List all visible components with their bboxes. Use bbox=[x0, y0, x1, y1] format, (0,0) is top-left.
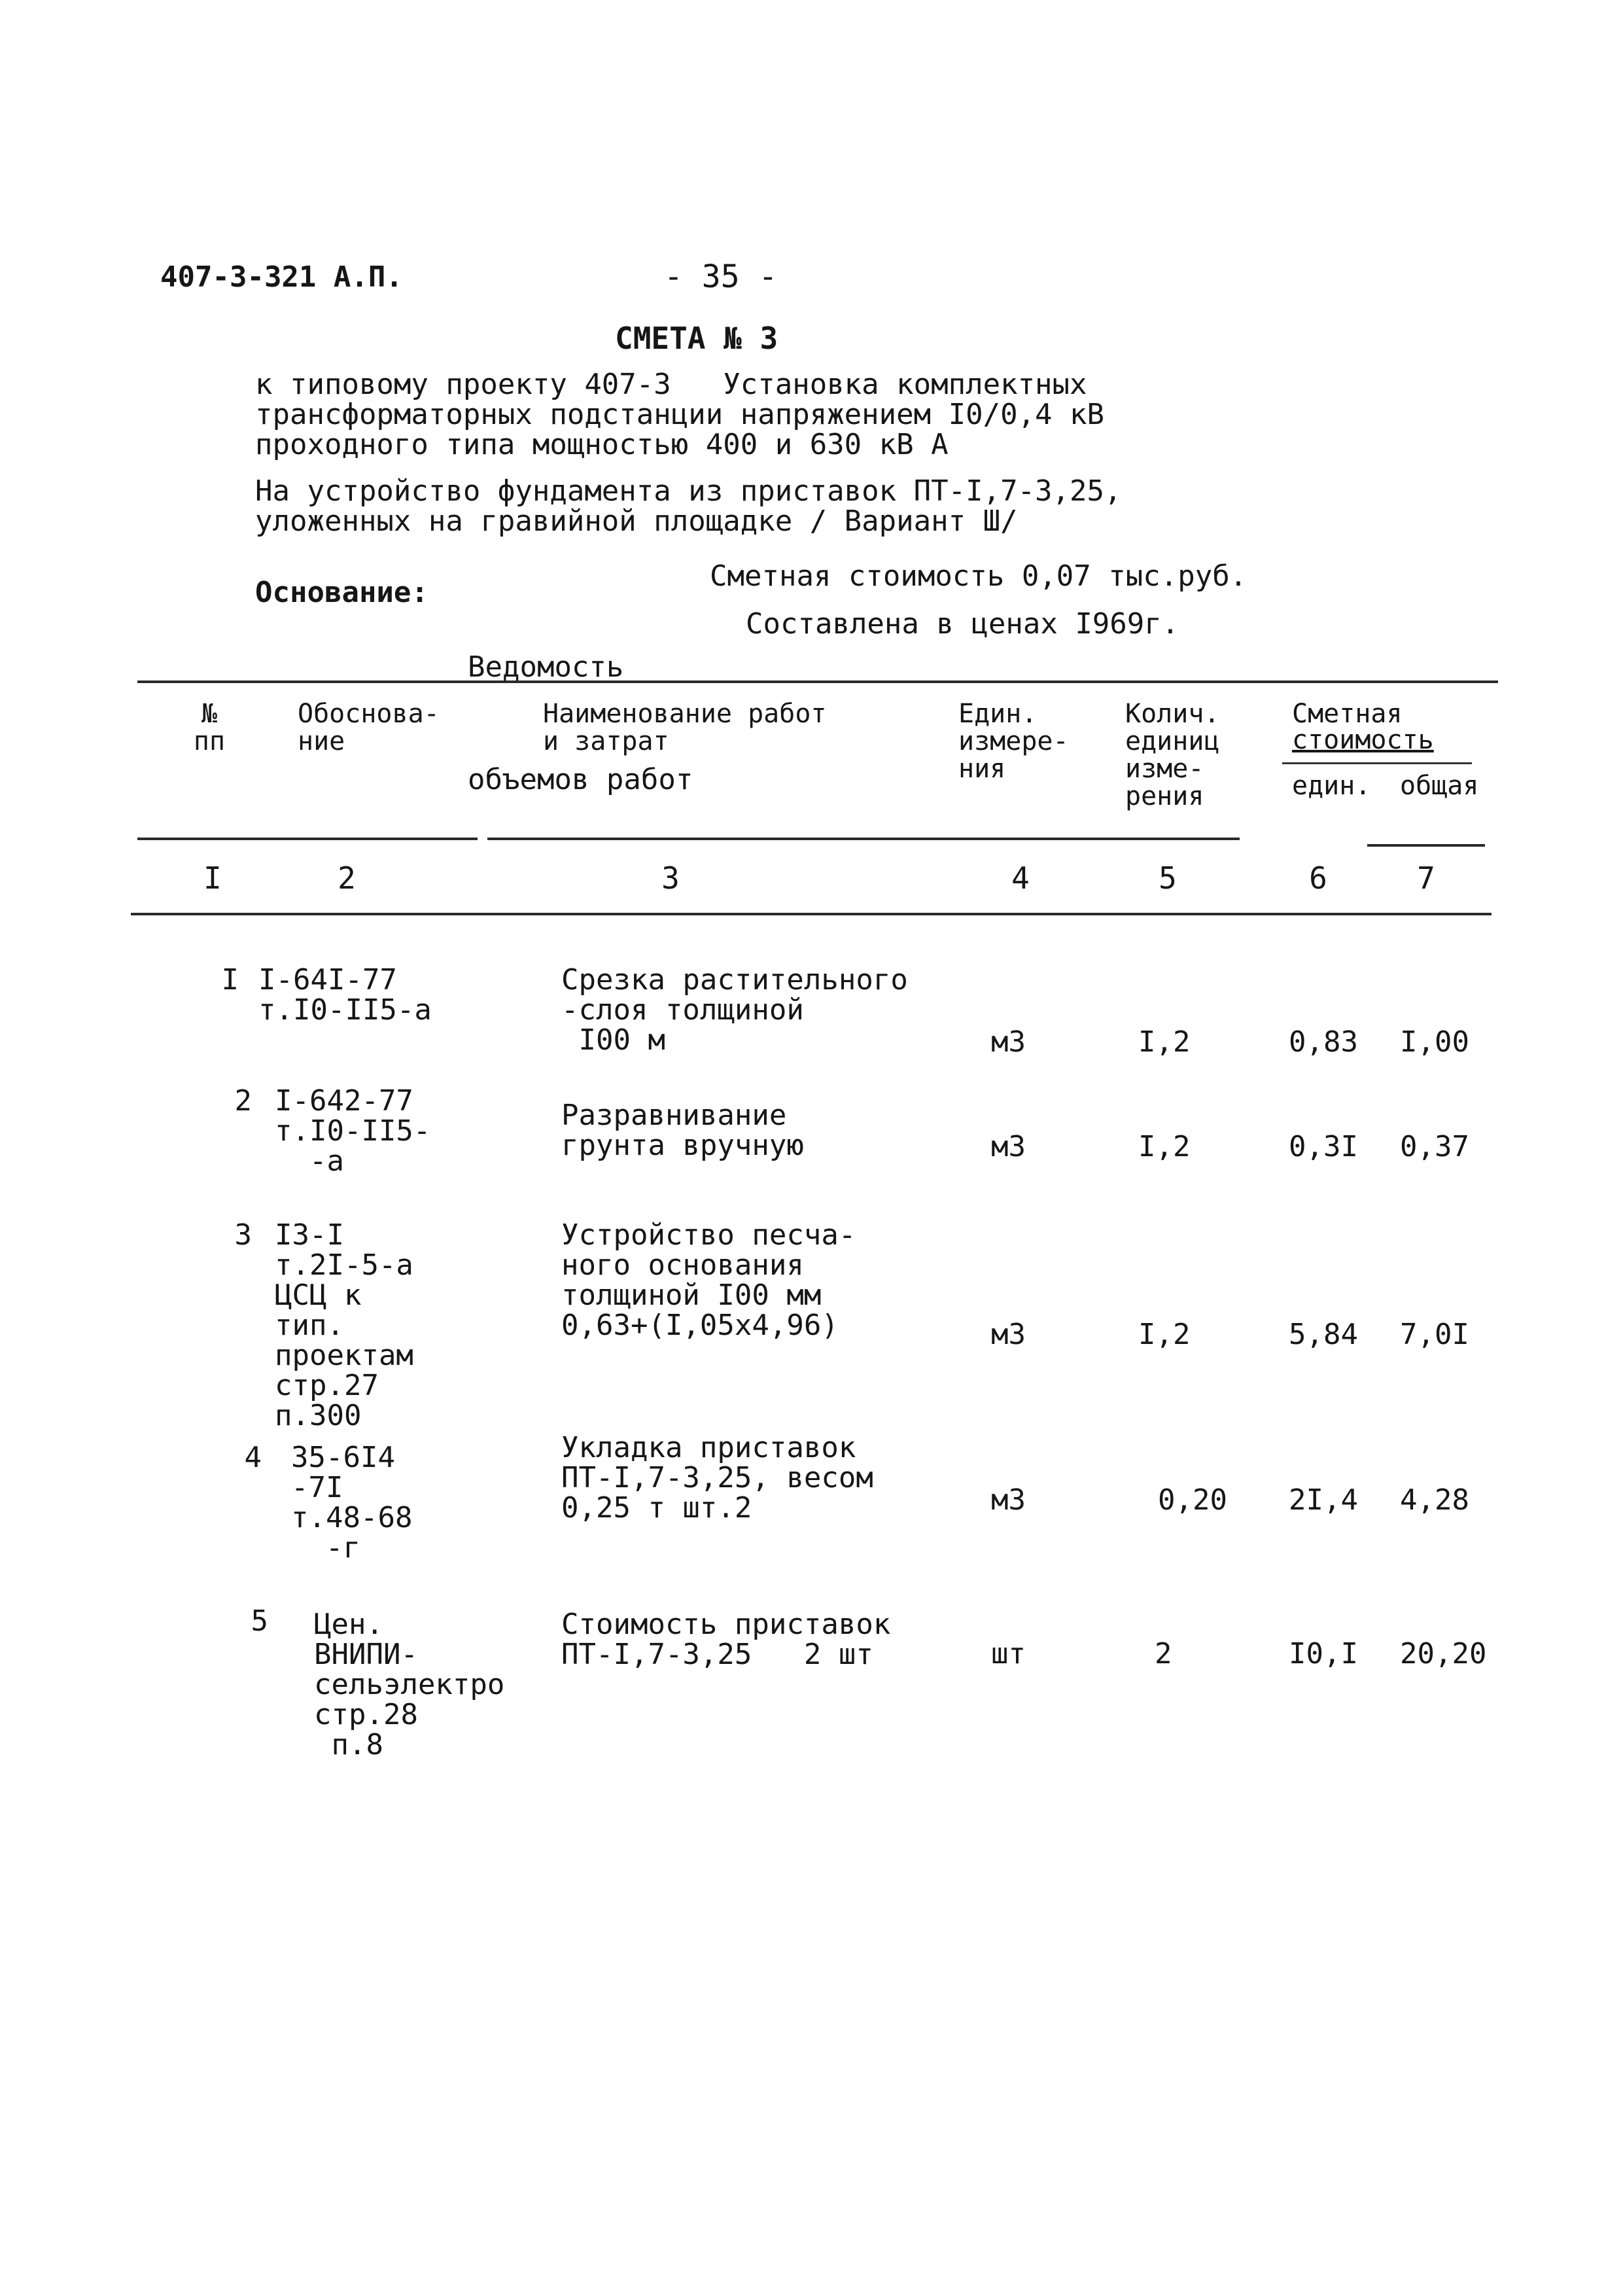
row-basis: 35-6I4 -7I т.48-68 -г bbox=[291, 1441, 413, 1564]
price-basis: Составлена в ценах I969г. bbox=[746, 607, 1179, 641]
row-total-cost: 20,20 bbox=[1400, 1637, 1487, 1670]
purpose-line-2: уложенных на гравийной площадке / Вариант Ш/ bbox=[255, 504, 1018, 538]
row-quantity: I,2 bbox=[1138, 1318, 1191, 1351]
row-number: I bbox=[221, 963, 239, 997]
row-unit: шт bbox=[991, 1637, 1026, 1670]
col-header-number: № пп bbox=[193, 699, 226, 756]
basis-label: Основание: bbox=[255, 576, 428, 609]
col-number-2: 2 bbox=[338, 860, 356, 896]
row-unit-cost: 2I,4 bbox=[1289, 1483, 1358, 1517]
purpose-line-1: На устройство фундамента из приставок ПТ-I,7-3,25, bbox=[255, 474, 1122, 508]
col-header-total-cost: общая bbox=[1400, 771, 1479, 801]
col-header-cost-sub: стоимость bbox=[1292, 725, 1434, 755]
row-work-name: Срезка растительного -слоя толщиной I00 м bbox=[561, 963, 908, 1057]
row-quantity: 2 bbox=[1155, 1637, 1172, 1670]
header-bottom-rule-left bbox=[137, 838, 478, 840]
row-unit-cost: I0,I bbox=[1289, 1637, 1358, 1670]
header-bottom-rule-right bbox=[1367, 844, 1485, 847]
project-line-2: трансформаторных подстанции напряжением I0/0,4 кВ bbox=[255, 398, 1105, 431]
row-quantity: I,2 bbox=[1138, 1130, 1191, 1163]
row-unit: м3 bbox=[991, 1130, 1026, 1163]
row-number: 3 bbox=[234, 1218, 252, 1252]
col-header-name: Наименование работ и затрат bbox=[543, 699, 827, 756]
row-work-name: Разравнивание грунта вручную bbox=[561, 1099, 804, 1162]
col-header-cost: Сметная bbox=[1292, 699, 1403, 729]
row-total-cost: 4,28 bbox=[1400, 1483, 1469, 1517]
row-total-cost: 0,37 bbox=[1400, 1130, 1469, 1163]
column-numbers-rule bbox=[131, 913, 1492, 915]
row-unit-cost: 0,3I bbox=[1289, 1130, 1358, 1163]
row-basis: I3-I т.2I-5-а ЦСЦ к тип. проектам стр.27 п.300 bbox=[275, 1218, 413, 1432]
row-unit-cost: 5,84 bbox=[1289, 1318, 1358, 1351]
col-number-3: 3 bbox=[661, 860, 680, 896]
col-header-unit: Един. измере- ния bbox=[958, 699, 1069, 784]
col-header-basis: Обоснова- ние bbox=[298, 699, 440, 756]
row-basis: Цен. ВНИПИ- сельэлектро стр.28 п.8 bbox=[314, 1608, 505, 1761]
row-work-name: Укладка приставок ПТ-I,7-3,25, весом 0,25 т шт.2 bbox=[561, 1431, 873, 1525]
row-work-name: Устройство песча- ного основания толщиной I00 мм 0,63+(I,05х4,96) bbox=[561, 1218, 856, 1342]
row-total-cost: 7,0I bbox=[1400, 1318, 1469, 1351]
project-line-1: к типовому проекту 407-3 Установка комплектных bbox=[255, 368, 1087, 401]
col-header-quantity: Колич. единиц изме- рения bbox=[1125, 699, 1220, 811]
row-number: 2 bbox=[234, 1084, 252, 1118]
col-number-7: 7 bbox=[1417, 860, 1435, 896]
page-number: - 35 - bbox=[664, 258, 778, 295]
header-bottom-rule-mid bbox=[487, 838, 1240, 840]
project-line-3: проходного типа мощностью 400 и 630 кВ А bbox=[255, 428, 949, 461]
row-basis: I-64I-77 т.I0-II5-а bbox=[258, 963, 432, 1027]
document-code: 407-3-321 А.П. bbox=[160, 260, 403, 294]
row-number: 5 bbox=[251, 1604, 268, 1638]
col-number-1: I bbox=[203, 860, 222, 896]
estimated-cost: Сметная стоимость 0,07 тыс.руб. bbox=[710, 559, 1248, 593]
row-basis: I-642-77 т.I0-II5- -а bbox=[275, 1084, 431, 1178]
basis-document-line-2: объемов работ bbox=[468, 763, 693, 796]
col-number-6: 6 bbox=[1309, 860, 1327, 896]
basis-document-line-1: Ведомость bbox=[468, 650, 624, 684]
estimate-title: СМЕТА № 3 bbox=[615, 321, 778, 356]
row-unit: м3 bbox=[991, 1025, 1026, 1059]
row-quantity: 0,20 bbox=[1158, 1483, 1227, 1517]
row-work-name: Стоимость приставок ПТ-I,7-3,25 2 шт bbox=[561, 1608, 891, 1671]
row-unit-cost: 0,83 bbox=[1289, 1025, 1358, 1059]
row-total-cost: I,00 bbox=[1400, 1025, 1469, 1059]
table-top-rule bbox=[137, 680, 1498, 683]
row-quantity: I,2 bbox=[1138, 1025, 1191, 1059]
row-unit: м3 bbox=[991, 1483, 1026, 1517]
col-header-unit-cost: един. bbox=[1292, 771, 1371, 801]
col-number-5: 5 bbox=[1159, 860, 1177, 896]
cost-header-rule bbox=[1282, 762, 1472, 764]
row-number: 4 bbox=[244, 1441, 262, 1474]
col-number-4: 4 bbox=[1011, 860, 1030, 896]
row-unit: м3 bbox=[991, 1318, 1026, 1351]
